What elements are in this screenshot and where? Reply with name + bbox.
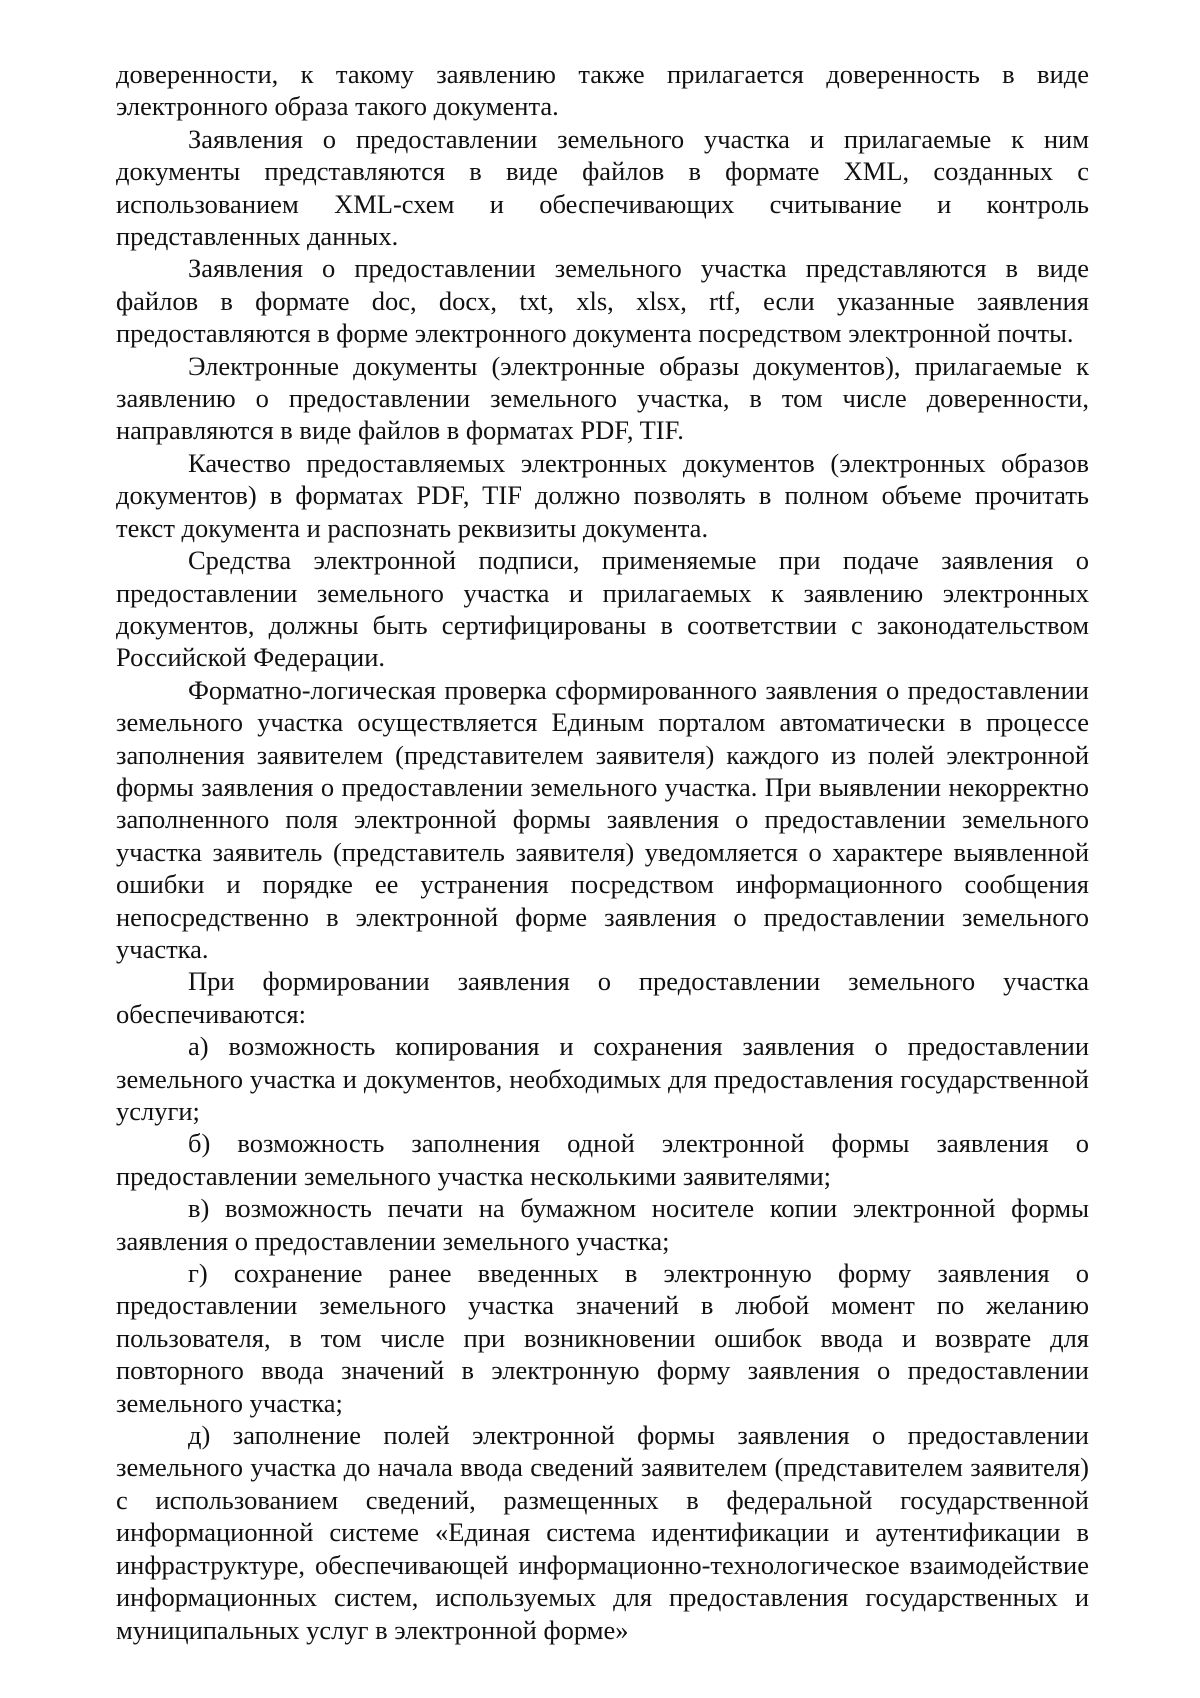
paragraph-validation: Форматно-логическая проверка сформированного заявления о предоставлении земельного участка осуществляется Единым порталом автоматически в процессе заполнения заявителем (представителем заявителя) каждого из полей электронной формы заявления о предоставлении земельного участка. При выявлении некорректно заполненного поля электронной формы заявления о предоставлении земельного участка заявитель (представитель заявителя) уведомляется о характере выявленной ошибки и порядке ее устранения посредством информационного сообщения непосредственно в электронной форме заявления о предоставлении земельного участка.: [116, 674, 1089, 964]
paragraph-quality: Качество предоставляемых электронных документов (электронных образов документов) в форматах PDF, TIF должно позволять в полном объеме прочитать текст документа и распознать реквизиты документа.: [116, 447, 1089, 543]
document-page: [116, 58, 1089, 1646]
paragraph-email-formats: Заявления о предоставлении земельного участка представляются в виде файлов в формате doc, docx, txt, xls, xlsx, rtf, если указанные заявления предоставляются в форме электронного документа посредством электронной почты.: [116, 253, 1089, 349]
list-item-g: г) сохранение ранее введенных в электронную форму заявления о предоставлении земельного участка значений в любой момент по желанию пользователя, в том числе при возникновении ошибок ввода и возврате для повторного ввода значений в электронную форму заявления о предоставлении земельного участка;: [116, 1258, 1089, 1418]
paragraph-continuation: доверенности, к такому заявлению также прилагается доверенность в виде электронного образа такого документа.: [116, 59, 1089, 122]
paragraph-provisions-intro: При формировании заявления о предоставлении земельного участка обеспечиваются:: [116, 966, 1089, 1029]
list-item-v: в) возможность печати на бумажном носителе копии электронной формы заявления о предоставлении земельного участка;: [116, 1193, 1089, 1256]
list-item-b: б) возможность заполнения одной электронной формы заявления о предоставлении земельного участка несколькими заявителями;: [116, 1128, 1089, 1191]
paragraph-xml-format: Заявления о предоставлении земельного участка и прилагаемые к ним документы представляются в виде файлов в формате XML, созданных с использованием XML-схем и обеспечивающих считывание и контроль представленных данных.: [116, 123, 1089, 252]
list-item-a: а) возможность копирования и сохранения заявления о предоставлении земельного участка и документов, необходимых для предоставления государственной услуги;: [116, 1031, 1089, 1126]
paragraph-attached-documents: Электронные документы (электронные образы документов), прилагаемые к заявлению о предоставлении земельного участка, в том числе доверенности, направляются в виде файлов в форматах PDF, TIF.: [116, 350, 1089, 446]
list-item-d: д) заполнение полей электронной формы заявления о предоставлении земельного участка до начала ввода сведений заявителем (представителем заявителя) с использованием сведений, размещенных в федеральной государственной информационной системе «Единая система идентификации и аутентификации в инфраструктуре, обеспечивающей информационно-технологическое взаимодействие информационных систем, используемых для предоставления государственных и муниципальных услуг в электронной форме»: [116, 1420, 1089, 1645]
paragraph-signature: Средства электронной подписи, применяемые при подаче заявления о предоставлении земельного участка и прилагаемых к заявлению электронных документов, должны быть сертифицированы в соответствии с законодательством Российской Федерации.: [116, 545, 1089, 673]
